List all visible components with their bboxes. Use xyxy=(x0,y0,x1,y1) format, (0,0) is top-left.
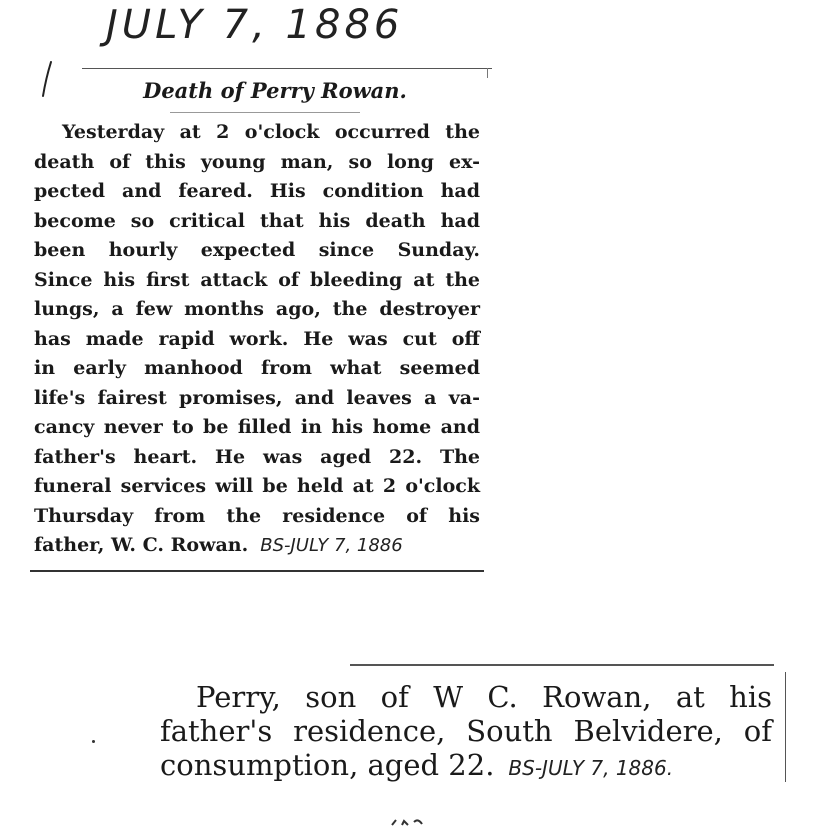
handwritten-source-note: BS-JULY 7, 1886. xyxy=(508,756,674,780)
obituary-line: Since his first attack of bleeding at the xyxy=(34,268,480,291)
notice-line-text: consumption, aged 22. xyxy=(160,748,495,782)
margin-mark xyxy=(92,740,95,743)
notice-line: father's residence, South Belvidere, of xyxy=(160,714,772,748)
obituary-line: lungs, a few months ago, the destroyer xyxy=(34,298,480,320)
obituary-line: death of this young man, so long ex- xyxy=(34,150,480,173)
handwritten-source-note: BS-JULY 7, 1886 xyxy=(260,535,403,556)
obituary-line: pected and feared. His condition had xyxy=(34,180,480,202)
notice-line: Perry, son of W C. Rowan, at his xyxy=(196,680,772,714)
obituary-line: in early manhood from what seemed xyxy=(34,357,480,379)
cropped-text-fragment xyxy=(390,816,430,826)
obituary-last-line xyxy=(34,531,480,561)
obituary-line: cancy never to be filled in his home and xyxy=(34,416,480,438)
handwritten-date: JULY 7, 1886 xyxy=(106,2,404,48)
obituary-body xyxy=(34,118,480,561)
death-notice xyxy=(160,680,772,785)
notice-last-line xyxy=(160,748,772,785)
obituary-line-text: father, W. C. Rowan. xyxy=(34,534,249,556)
clipping-bottom-rule xyxy=(30,570,484,572)
obituary-line: Thursday from the residence of his xyxy=(34,504,480,527)
obituary-line: has made rapid work. He was cut off xyxy=(34,327,480,350)
obituary-line: been hourly expected since Sunday. xyxy=(34,239,480,261)
obituary-line: father's heart. He was aged 22. The xyxy=(34,445,480,468)
obituary-line: funeral services will be held at 2 o'clock xyxy=(34,475,480,497)
clipping-side-rule xyxy=(487,68,488,78)
notice-side-rule xyxy=(785,672,786,782)
clipping-top-rule xyxy=(82,68,492,69)
obituary-line: become so critical that his death had xyxy=(34,209,480,232)
obituary-line: life's fairest promises, and leaves a va- xyxy=(34,386,480,409)
obituary-headline: Death of Perry Rowan. xyxy=(143,78,407,103)
obituary-line: Yesterday at 2 o'clock occurred the xyxy=(62,121,480,143)
headline-underline xyxy=(170,112,360,113)
notice-top-rule xyxy=(350,664,774,666)
handwritten-mark xyxy=(40,60,54,100)
